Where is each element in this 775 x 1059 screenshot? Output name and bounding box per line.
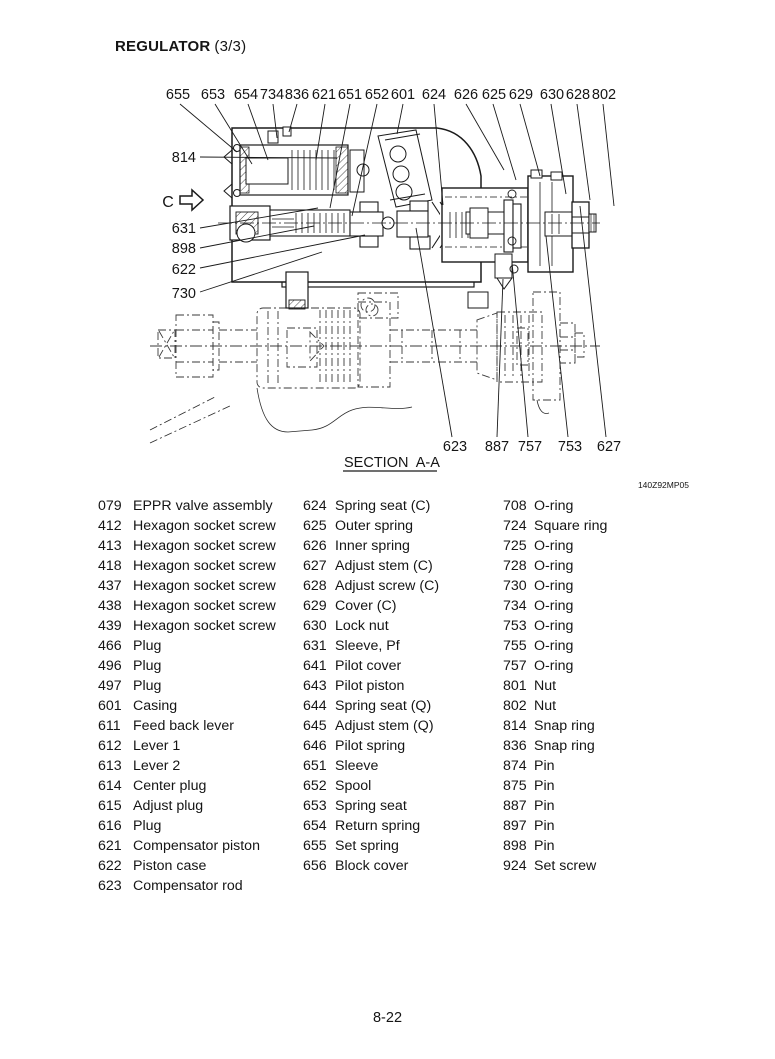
part-row: [503, 676, 607, 696]
bottom-callout-3: 757: [517, 439, 543, 455]
part-number: 412: [98, 518, 122, 534]
part-number: 734: [503, 598, 527, 614]
part-number: 898: [503, 838, 527, 854]
part-number: 643: [303, 678, 327, 694]
part-row: [98, 736, 276, 756]
part-name: Adjust stem (C): [335, 558, 433, 574]
part-number: 466: [98, 638, 122, 654]
part-number: 653: [303, 798, 327, 814]
part-name: EPPR valve assembly: [133, 498, 273, 514]
part-name: Set spring: [335, 838, 399, 854]
part-name: Spool: [335, 778, 372, 794]
part-row: [503, 516, 607, 536]
view-arrow-label: C: [162, 194, 174, 211]
part-number: 624: [303, 498, 327, 514]
view-arrow-c: [162, 190, 203, 211]
part-row: [98, 696, 276, 716]
part-row: [98, 616, 276, 636]
part-row: [503, 656, 607, 676]
bottom-callout-2: 887: [484, 439, 510, 455]
figure-code: 140Z92MP05: [637, 480, 689, 490]
part-name: O-ring: [534, 598, 574, 614]
part-row: [303, 616, 439, 636]
part-name: Casing: [133, 698, 178, 714]
top-callout-8: 652: [364, 87, 390, 103]
part-row: [303, 796, 439, 816]
part-name: Compensator rod: [133, 878, 243, 894]
part-name: Spring seat (Q): [335, 698, 432, 714]
part-name: Set screw: [534, 858, 597, 874]
part-row: [303, 736, 439, 756]
page-number: 8-22: [372, 1010, 403, 1026]
part-name: Nut: [534, 678, 557, 694]
part-number: 616: [98, 818, 122, 834]
part-row: [98, 776, 276, 796]
part-row: [503, 776, 607, 796]
part-number: 875: [503, 778, 527, 794]
part-number: 622: [98, 858, 122, 874]
part-row: [503, 856, 607, 876]
part-name: Piston case: [133, 858, 207, 874]
part-row: [303, 776, 439, 796]
part-name: Pin: [534, 838, 555, 854]
part-name: Block cover: [335, 858, 409, 874]
part-name: Pin: [534, 818, 555, 834]
part-row: [303, 696, 439, 716]
part-number: 708: [503, 498, 527, 514]
part-name: Hexagon socket screw: [133, 518, 276, 534]
part-number: 644: [303, 698, 327, 714]
part-number: 802: [503, 698, 527, 714]
part-row: [98, 756, 276, 776]
part-name: Pilot cover: [335, 658, 402, 674]
part-row: [303, 836, 439, 856]
part-number: 496: [98, 658, 122, 674]
pump-lower-outline: [150, 388, 549, 443]
part-name: Square ring: [534, 518, 608, 534]
part-name: Adjust stem (Q): [335, 718, 434, 734]
part-number: 836: [503, 738, 527, 754]
part-number: 897: [503, 818, 527, 834]
part-number: 628: [303, 578, 327, 594]
top-callout-2: 653: [200, 87, 226, 103]
part-name: Adjust screw (C): [335, 578, 440, 594]
bottom-callout-5: 627: [596, 439, 622, 455]
part-number: 437: [98, 578, 122, 594]
part-number: 614: [98, 778, 122, 794]
part-row: [303, 816, 439, 836]
parts-column-1: [98, 496, 276, 896]
regulator-section-diagram: [0, 0, 775, 496]
part-name: O-ring: [534, 538, 574, 554]
left-callouts: [172, 150, 196, 302]
part-number: 753: [503, 618, 527, 634]
top-callout-9: 601: [390, 87, 416, 103]
part-name: Center plug: [133, 778, 207, 794]
part-number: 621: [98, 838, 122, 854]
left-callout-1: 814: [171, 150, 196, 166]
part-name: Adjust plug: [133, 798, 204, 814]
part-number: 418: [98, 558, 122, 574]
part-row: [98, 596, 276, 616]
part-number: 757: [503, 658, 527, 674]
part-row: [98, 636, 276, 656]
part-name: Outer spring: [335, 518, 414, 534]
part-number: 645: [303, 718, 327, 734]
part-name: Snap ring: [534, 718, 595, 734]
part-number: 629: [303, 598, 327, 614]
part-row: [303, 656, 439, 676]
parts-column-2: [303, 496, 439, 876]
part-row: [303, 716, 439, 736]
part-name: Hexagon socket screw: [133, 558, 276, 574]
part-name: Spring seat: [335, 798, 407, 814]
part-row: [98, 516, 276, 536]
top-callout-7: 651: [337, 87, 363, 103]
bottom-callout-1: 623: [442, 439, 468, 455]
part-row: [503, 836, 607, 856]
part-name: O-ring: [534, 498, 574, 514]
part-number: 725: [503, 538, 527, 554]
part-number: 801: [503, 678, 527, 694]
part-number: 887: [503, 798, 527, 814]
part-number: 814: [503, 718, 527, 734]
page-title-bold: REGULATOR: [115, 38, 211, 55]
part-name: Pin: [534, 758, 555, 774]
part-number: 654: [303, 818, 327, 834]
part-number: 626: [303, 538, 327, 554]
top-callout-13: 629: [508, 87, 534, 103]
part-name: Hexagon socket screw: [133, 578, 276, 594]
top-callout-14: 630: [539, 87, 565, 103]
part-number: 613: [98, 758, 122, 774]
part-row: [503, 796, 607, 816]
part-name: Hexagon socket screw: [133, 618, 276, 634]
parts-column-3: [503, 496, 607, 876]
part-number: 623: [98, 878, 122, 894]
part-name: O-ring: [534, 658, 574, 674]
part-row: [303, 516, 439, 536]
part-name: Lever 2: [133, 758, 181, 774]
part-number: 652: [303, 778, 327, 794]
part-row: [303, 756, 439, 776]
part-row: [98, 876, 276, 896]
part-number: 630: [303, 618, 327, 634]
part-name: Hexagon socket screw: [133, 538, 276, 554]
left-callout-3: 898: [171, 241, 196, 257]
part-row: [503, 636, 607, 656]
bottom-callouts: [443, 439, 621, 455]
part-row: [98, 716, 276, 736]
part-number: 651: [303, 758, 327, 774]
section-label: SECTION A-A: [344, 455, 440, 471]
part-number: 724: [503, 518, 527, 534]
top-callout-6: 621: [311, 87, 337, 103]
part-row: [98, 496, 276, 516]
part-number: 612: [98, 738, 122, 754]
top-callouts: [166, 87, 616, 103]
top-callout-15: 628: [565, 87, 591, 103]
part-name: Return spring: [335, 818, 421, 834]
part-name: Snap ring: [534, 738, 595, 754]
part-number: 631: [303, 638, 327, 654]
part-name: Sleeve: [335, 758, 379, 774]
part-number: 646: [303, 738, 327, 754]
part-row: [303, 556, 439, 576]
part-row: [303, 536, 439, 556]
view-direction-arrow-icon: [180, 190, 203, 210]
part-row: [98, 536, 276, 556]
page-title-rest: (3/3): [214, 38, 247, 55]
part-number: 615: [98, 798, 122, 814]
part-row: [98, 836, 276, 856]
part-number: 730: [503, 578, 527, 594]
part-row: [503, 756, 607, 776]
part-row: [503, 736, 607, 756]
part-row: [98, 656, 276, 676]
part-row: [503, 616, 607, 636]
part-name: Inner spring: [335, 538, 410, 554]
part-row: [98, 576, 276, 596]
part-number: 438: [98, 598, 122, 614]
part-row: [503, 496, 607, 516]
part-name: Plug: [133, 638, 162, 654]
part-name: Pin: [534, 778, 555, 794]
part-row: [503, 816, 607, 836]
top-callout-10: 624: [421, 87, 447, 103]
part-number: 611: [98, 718, 121, 734]
part-row: [98, 856, 276, 876]
part-row: [98, 676, 276, 696]
part-row: [98, 556, 276, 576]
part-name: Pin: [534, 798, 555, 814]
top-callout-16: 802: [591, 87, 617, 103]
part-row: [303, 496, 439, 516]
part-row: [303, 856, 439, 876]
part-row: [503, 556, 607, 576]
part-name: Pilot piston: [335, 678, 405, 694]
part-row: [98, 796, 276, 816]
part-name: Hexagon socket screw: [133, 598, 276, 614]
part-row: [98, 816, 276, 836]
part-name: Plug: [133, 818, 162, 834]
top-callout-3: 654: [233, 87, 259, 103]
part-number: 656: [303, 858, 327, 874]
top-callout-11: 626: [453, 87, 479, 103]
top-callout-4: 734: [259, 87, 285, 103]
bottom-callout-4: 753: [557, 439, 583, 455]
part-number: 874: [503, 758, 527, 774]
part-number: 924: [503, 858, 527, 874]
part-number: 655: [303, 838, 327, 854]
part-name: Lock nut: [335, 618, 389, 634]
part-name: O-ring: [534, 578, 574, 594]
part-name: Feed back lever: [133, 718, 234, 734]
part-number: 439: [98, 618, 122, 634]
part-number: 728: [503, 558, 527, 574]
part-row: [503, 536, 607, 556]
part-number: 625: [303, 518, 327, 534]
part-name: Spring seat (C): [335, 498, 431, 514]
part-number: 497: [98, 678, 122, 694]
left-callout-5: 730: [171, 286, 196, 302]
top-callout-1: 655: [165, 87, 191, 103]
part-name: O-ring: [534, 638, 574, 654]
part-number: 641: [303, 658, 327, 674]
part-name: O-ring: [534, 618, 574, 634]
regulator-upper-assembly: [218, 127, 600, 309]
part-name: Pilot spring: [335, 738, 406, 754]
part-row: [503, 596, 607, 616]
top-callout-5: 836: [284, 87, 310, 103]
part-name: Sleeve, Pf: [335, 638, 400, 654]
part-number: 413: [98, 538, 122, 554]
pump-lower-assembly: [150, 292, 600, 400]
part-number: 755: [503, 638, 527, 654]
part-number: 079: [98, 498, 122, 514]
part-row: [503, 696, 607, 716]
part-name: Lever 1: [133, 738, 181, 754]
part-row: [303, 636, 439, 656]
part-row: [503, 716, 607, 736]
part-row: [303, 576, 439, 596]
part-row: [303, 676, 439, 696]
part-number: 601: [98, 698, 122, 714]
part-row: [303, 596, 439, 616]
part-number: 627: [303, 558, 327, 574]
part-name: O-ring: [534, 558, 574, 574]
part-name: Compensator piston: [133, 838, 260, 854]
top-callout-12: 625: [481, 87, 507, 103]
part-name: Cover (C): [335, 598, 397, 614]
left-callout-4: 622: [171, 262, 196, 278]
part-row: [503, 576, 607, 596]
part-name: Plug: [133, 658, 162, 674]
left-callout-2: 631: [171, 221, 196, 237]
part-name: Plug: [133, 678, 162, 694]
part-name: Nut: [534, 698, 557, 714]
